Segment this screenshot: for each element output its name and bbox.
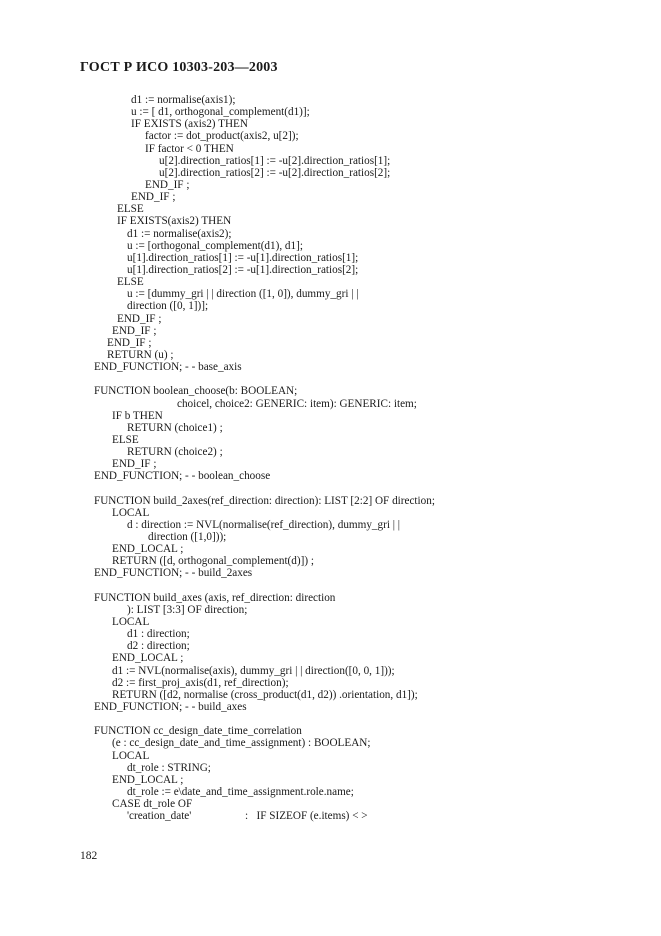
page-header-title: ГОСТ Р ИСО 10303-203—2003 [80, 60, 278, 75]
code-line [0, 774, 661, 786]
code-line [0, 410, 661, 422]
code-line [0, 604, 661, 616]
code-line [0, 737, 661, 749]
code-text: END_LOCAL ; [112, 773, 184, 786]
code-line [0, 689, 661, 701]
code-text: LOCAL [112, 749, 150, 762]
code-line [0, 228, 661, 240]
code-line [0, 361, 661, 373]
code-text: END_IF ; [131, 191, 176, 204]
code-line [0, 786, 661, 798]
code-line [0, 94, 661, 106]
code-text: END_IF ; [112, 324, 157, 337]
code-text: END_FUNCTION; - - build_axes [94, 701, 247, 714]
code-text: direction ([0, 1])]; [127, 300, 209, 313]
code-line [0, 179, 661, 191]
code-text: d1 := NVL(normalise(axis), dummy_gri | | direction([0, 0, 1])); [112, 664, 395, 677]
code-text: END_IF ; [117, 312, 162, 325]
code-line [0, 810, 661, 822]
code-text: END_IF ; [145, 178, 190, 191]
code-line [0, 713, 661, 725]
code-text: FUNCTION build_2axes(ref_direction: direction): LIST [2:2] OF direction; [94, 494, 435, 507]
code-line [0, 628, 661, 640]
code-line [0, 677, 661, 689]
code-line [0, 592, 661, 604]
code-text: d2 : direction; [127, 640, 190, 653]
code-text: ELSE [117, 203, 144, 216]
code-text: RETURN ([d, orthogonal_complement(d)]) ; [112, 555, 314, 568]
code-line [0, 701, 661, 713]
code-text: ELSE [112, 433, 139, 446]
code-line [0, 483, 661, 495]
code-text: CASE dt_role OF [112, 798, 193, 811]
code-text: IF factor < 0 THEN [145, 142, 234, 155]
code-text-continued: : IF SIZEOF (e.items) < > [245, 810, 368, 823]
code-text: d1 : direction; [127, 628, 190, 641]
code-line [0, 313, 661, 325]
code-text: u[1].direction_ratios[1] := -u[1].direction_ratios[1]; [127, 251, 359, 264]
code-line [0, 458, 661, 470]
code-line [0, 191, 661, 203]
code-text: END_FUNCTION; - - boolean_choose [94, 470, 271, 483]
code-text: FUNCTION boolean_choose(b: BOOLEAN; [94, 385, 298, 398]
code-text: FUNCTION cc_design_date_time_correlation [94, 725, 302, 738]
code-line [0, 203, 661, 215]
code-text: END_LOCAL ; [112, 543, 184, 556]
code-text: RETURN (choice1) ; [127, 421, 223, 434]
code-text: u[2].direction_ratios[2] := -u[2].direction_ratios[2]; [159, 166, 391, 179]
code-line [0, 155, 661, 167]
code-line [0, 652, 661, 664]
code-line [0, 118, 661, 130]
code-text: END_IF ; [112, 458, 157, 471]
code-text: LOCAL [112, 616, 150, 629]
code-text: ): LIST [3:3] OF direction; [127, 603, 248, 616]
code-text: u := [dummy_gri | | direction ([1, 0]), dummy_gri | | [127, 288, 359, 301]
code-text: IF EXISTS (axis2) THEN [131, 118, 248, 131]
code-line [0, 337, 661, 349]
code-line [0, 750, 661, 762]
code-line [0, 252, 661, 264]
code-line [0, 725, 661, 737]
code-text: d : direction := NVL(normalise(ref_direction), dummy_gri | | [127, 518, 401, 531]
code-line [0, 470, 661, 482]
code-line [0, 434, 661, 446]
code-text: END_FUNCTION; - - base_axis [94, 361, 242, 374]
code-line [0, 385, 661, 397]
code-line [0, 288, 661, 300]
code-line [0, 240, 661, 252]
code-text: FUNCTION build_axes (axis, ref_direction: direction [94, 591, 336, 604]
code-line [0, 798, 661, 810]
code-line [0, 640, 661, 652]
code-text: RETURN ([d2, normalise (cross_product(d1, d2)) .orientation, d1]); [112, 688, 418, 701]
code-text: d1 := normalise(axis2); [127, 227, 232, 240]
code-text: u[1].direction_ratios[2] := -u[1].direction_ratios[2]; [127, 263, 359, 276]
code-line [0, 446, 661, 458]
code-text: direction ([1,0])); [148, 531, 227, 544]
code-line [0, 665, 661, 677]
code-line [0, 762, 661, 774]
code-text: factor := dot_product(axis2, u[2]); [145, 130, 299, 143]
code-line [0, 398, 661, 410]
code-line [0, 215, 661, 227]
code-line [0, 616, 661, 628]
page-number: 182 [80, 850, 98, 862]
code-line [0, 531, 661, 543]
code-text: IF b THEN [112, 409, 163, 422]
code-text: LOCAL [112, 506, 150, 519]
code-text: u[2].direction_ratios[1] := -u[2].direction_ratios[1]; [159, 154, 391, 167]
code-listing [0, 94, 661, 822]
code-line [0, 106, 661, 118]
code-line [0, 495, 661, 507]
code-line [0, 543, 661, 555]
code-text: (e : cc_design_date_and_time_assignment) : BOOLEAN; [112, 737, 371, 750]
code-text: RETURN (u) ; [107, 348, 174, 361]
code-line [0, 580, 661, 592]
code-text: 'creation_date' [127, 810, 192, 823]
code-line [0, 519, 661, 531]
code-line [0, 276, 661, 288]
code-line [0, 325, 661, 337]
code-text: u := [orthogonal_complement(d1), d1]; [127, 239, 303, 252]
code-text: d1 := normalise(axis1); [131, 94, 236, 106]
code-text: d2 := first_proj_axis(d1, ref_direction); [112, 676, 289, 689]
code-line [0, 555, 661, 567]
code-text: dt_role : STRING; [127, 761, 211, 774]
code-line [0, 349, 661, 361]
code-text: IF EXISTS(axis2) THEN [117, 215, 232, 228]
code-text: END_LOCAL ; [112, 652, 184, 665]
code-line [0, 373, 661, 385]
code-line [0, 567, 661, 579]
code-line [0, 422, 661, 434]
code-line [0, 143, 661, 155]
code-text: choicel, choice2: GENERIC: item): GENERIC: item; [177, 397, 417, 410]
code-text: END_FUNCTION; - - build_2axes [94, 567, 253, 580]
code-text: END_IF ; [107, 336, 152, 349]
code-text: ELSE [117, 276, 144, 289]
code-line [0, 130, 661, 142]
code-text: dt_role := e\date_and_time_assignment.role.name; [127, 786, 354, 799]
code-line [0, 300, 661, 312]
code-line [0, 507, 661, 519]
code-line [0, 264, 661, 276]
code-line [0, 167, 661, 179]
code-text: RETURN (choice2) ; [127, 446, 223, 459]
code-text: u := [ d1, orthogonal_complement(d1)]; [131, 106, 310, 119]
